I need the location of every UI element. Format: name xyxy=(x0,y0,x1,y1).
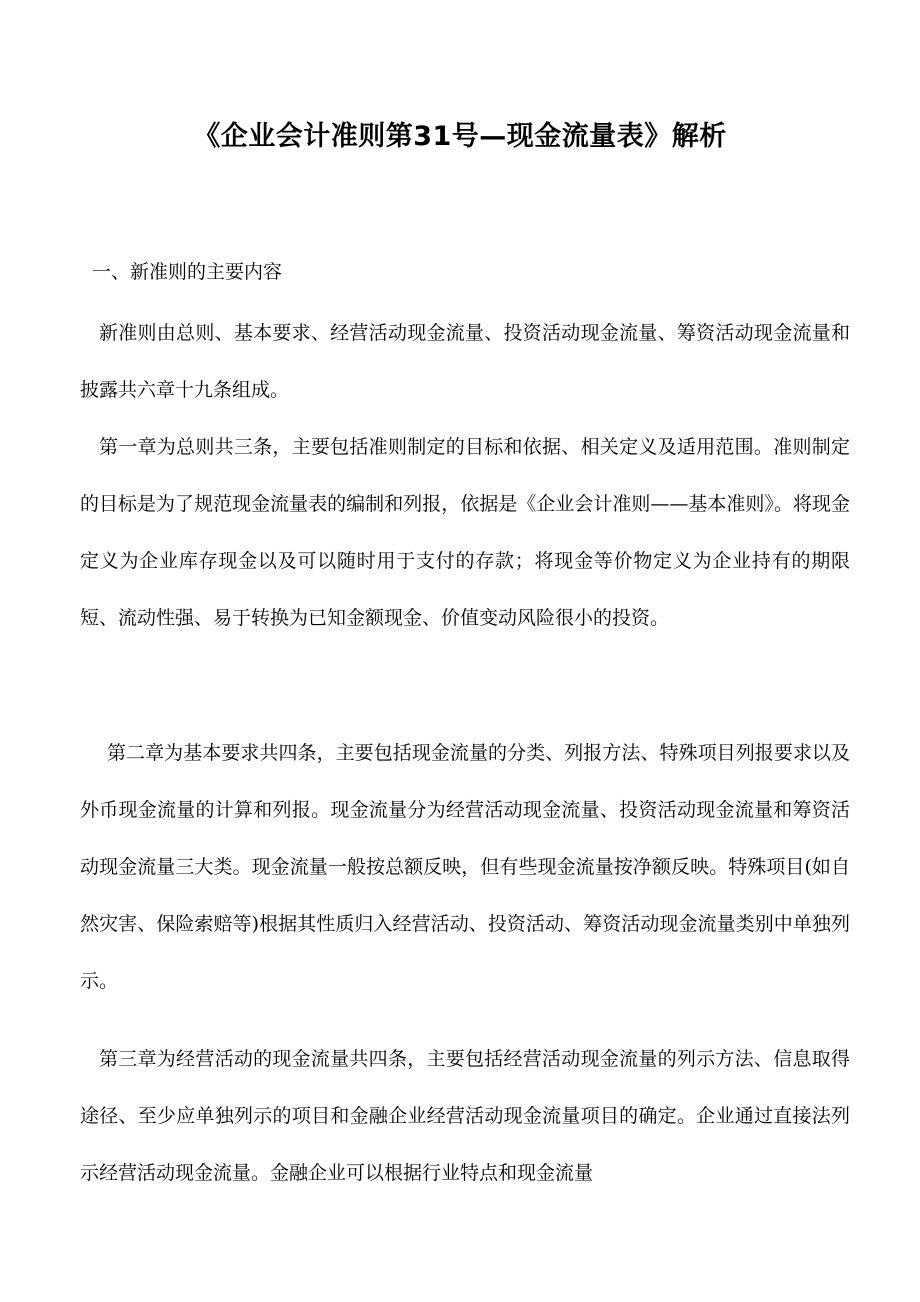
document-title: 《企业会计准则第31号—现金流量表》解析 xyxy=(193,121,727,152)
paragraph-chapter-one: 第一章为总则共三条，主要包括准则制定的目标和依据、相关定义及适用范围。准则制定的目标是为了规范现金流量表的编制和列报，依据是《企业会计准则——基本准则》。将现金定义为企业库存现金以及可以随时用于支付的存款；将现金等价物定义为企业持有的期限短、流动性强、易于转换为已知金额现金、价值变动风险很小的投资。 xyxy=(80,436,850,629)
paragraph-overview: 新准则由总则、基本要求、经营活动现金流量、投资活动现金流量、筹资活动现金流量和披露共六章十九条组成。 xyxy=(80,322,850,401)
paragraph-chapter-three: 第三章为经营活动的现金流量共四条，主要包括经营活动现金流量的列示方法、信息取得途径、至少应单独列示的项目和金融企业经营活动现金流量项目的确定。企业通过直接法列示经营活动现金流量。金融企业可以根据行业特点和现金流量 xyxy=(80,1048,850,1184)
paragraph-chapter-two: 第二章为基本要求共四条，主要包括现金流量的分类、列报方法、特殊项目列报要求以及外币现金流量的计算和列报。现金流量分为经营活动现金流量、投资活动现金流量和筹资活动现金流量三大类。现金流量一般按总额反映，但有些现金流量按净额反映。特殊项目(如自然灾害、保险索赔等)根据其性质归入经营活动、投资活动、筹资活动现金流量类别中单独列示。 xyxy=(80,742,850,992)
section-heading: 一、新准则的主要内容 xyxy=(92,261,283,283)
